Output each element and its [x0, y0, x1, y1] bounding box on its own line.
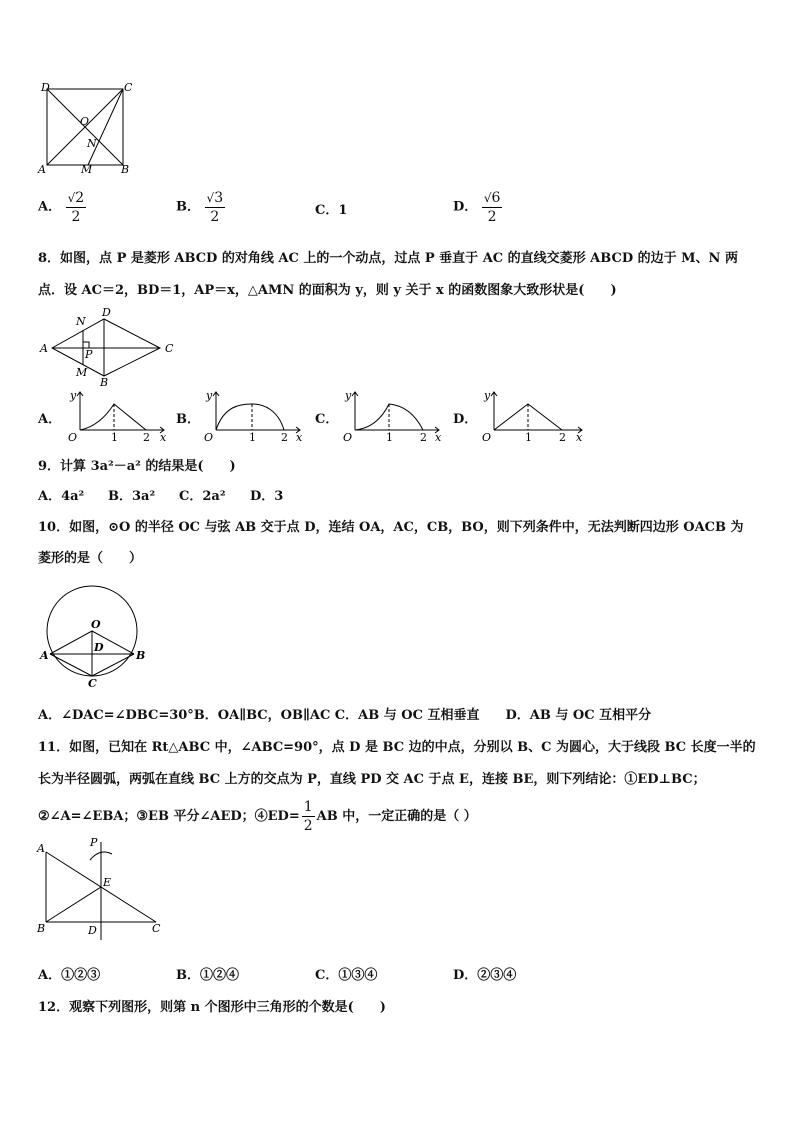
q11-fraction-num: 1 — [303, 799, 313, 815]
q8-graph-c-y-label: y — [345, 389, 352, 402]
q8-graph-d — [474, 388, 590, 446]
q7-square-figure — [36, 80, 136, 180]
q8-option-b[interactable]: B． — [176, 412, 200, 427]
q8-graph-d-y-label: y — [484, 389, 491, 402]
q10-label-d: D — [94, 641, 104, 654]
q10-label-o: O — [91, 618, 101, 631]
q7-option-b-radicand: 3 — [214, 190, 224, 206]
q10-stem-line1: 10．如图，⊙O 的半径 OC 与弦 AB 交于点 D，连结 OA，AC，CB，BO，则下列条件中，无法判断四边形 OACB 为 — [38, 520, 744, 535]
q8-graph-a-origin: O — [68, 431, 78, 444]
q8-rhombus-figure — [36, 306, 186, 390]
q8-graph-a-tick-2: 2 — [143, 431, 150, 444]
q11-label-d: D — [88, 924, 97, 937]
q8-graph-b-tick-2: 2 — [281, 431, 288, 444]
q9-option-c[interactable]: C．2a² — [179, 489, 226, 504]
q7-option-b-fraction: $\frac{√3}{2}$ — [206, 190, 224, 225]
q8-graph-d-origin: O — [482, 431, 492, 444]
q11-option-b[interactable]: B．①②④ — [176, 968, 239, 983]
q11-option-c[interactable]: C．①③④ — [315, 968, 378, 983]
q8-label-b: B — [100, 376, 109, 389]
q7-option-c-value: 1 — [338, 203, 348, 218]
q8-label-n: N — [76, 315, 86, 328]
q8-label-m: M — [76, 366, 88, 379]
q10-label-c: C — [88, 677, 97, 690]
q11-label-c: C — [152, 922, 161, 935]
q11-label-p: P — [90, 836, 98, 849]
q7-label-m: M — [81, 163, 93, 176]
q9-option-b[interactable]: B．3a² — [108, 489, 156, 504]
q7-option-c[interactable] — [315, 203, 347, 219]
q8-graph-b-tick-1: 1 — [249, 431, 256, 444]
q8-graph-a-y-label: y — [70, 389, 77, 402]
q11-label-a: A — [37, 842, 45, 855]
q8-graph-a — [60, 388, 172, 446]
q8-option-c[interactable]: C． — [315, 412, 339, 427]
q8-graph-b-x-label: x — [296, 431, 303, 444]
q8-graph-c-tick-2: 2 — [420, 431, 427, 444]
q7-option-a[interactable] — [38, 189, 86, 226]
q11-stem-line1: 11．如图，已知在 Rt△ABC 中，∠ABC=90°，点 D 是 BC 边的中点，分别以 B、C 为圆心，大于线段 BC 长度一半的 — [38, 740, 756, 755]
q7-label-n: N — [87, 137, 97, 150]
q7-option-b[interactable] — [176, 189, 225, 226]
q7-option-c-letter: C． — [315, 203, 339, 218]
q8-graph-c — [335, 388, 447, 446]
q8-label-a: A — [40, 342, 48, 355]
q8-option-a[interactable]: A． — [38, 412, 62, 427]
q9-option-d[interactable]: D．3 — [250, 489, 284, 504]
q8-graph-c-x-label: x — [435, 431, 442, 444]
q7-option-d-radicand: 6 — [491, 190, 501, 206]
q10-label-b: B — [136, 649, 146, 662]
q9-stem: 9．计算 3a²－a² 的结果是( ) — [38, 459, 236, 474]
q7-option-b-letter: B． — [176, 199, 200, 215]
q11-stem-line3-post: AB 中，一定正确的是（ ） — [316, 808, 477, 824]
q7-option-d-fraction: $\frac{√6}{2}$ — [483, 190, 501, 225]
q11-stem-line2: 长为半径圆弧，两弧在直线 BC 上方的交点为 P，直线 PD 交 AC 于点 E，连接 BE，则下列结论：①ED⊥BC； — [38, 772, 706, 787]
q7-option-a-letter: A． — [38, 199, 62, 215]
q8-graph-a-x-label: x — [160, 431, 167, 444]
q12-stem: 12．观察下列图形，则第 n 个图形中三角形的个数是( ) — [38, 1000, 386, 1015]
q11-option-a[interactable]: A．①②③ — [38, 968, 101, 983]
q8-graph-d-x-label: x — [576, 431, 583, 444]
q11-option-d[interactable]: D．②③④ — [453, 968, 517, 983]
q11-stem-line3 — [38, 798, 477, 835]
q11-fraction-den: 2 — [303, 818, 313, 834]
q8-stem-line1: 8．如图，点 P 是菱形 ABCD 的对角线 AC 上的一个动点，过点 P 垂直于 AC 的直线交菱形 ABCD 的边于 M、N 两 — [38, 251, 738, 266]
q11-label-b: B — [37, 922, 46, 935]
q8-stem-line2: 点．设 AC＝2，BD＝1，AP＝x，△AMN 的面积为 y，则 y 关于 x 的函数图象大致形状是( ) — [38, 283, 617, 298]
q7-label-c: C — [124, 81, 133, 94]
q8-label-p: P — [85, 348, 93, 361]
q8-graph-b — [196, 388, 308, 446]
q7-label-o: O — [80, 115, 90, 128]
q8-label-c: C — [165, 342, 174, 355]
q8-option-d[interactable]: D． — [453, 412, 478, 427]
q7-label-a: A — [38, 163, 46, 176]
q7-option-d-letter: D． — [453, 199, 478, 215]
q11-stem-line3-pre: ②∠A=∠EBA；③EB 平分∠AED；④ED= — [38, 808, 300, 824]
q11-half-fraction — [302, 798, 315, 835]
q11-triangle-figure — [36, 834, 168, 942]
q7-option-a-radicand: 2 — [75, 190, 85, 206]
q8-label-d: D — [102, 306, 111, 319]
q8-graph-d-tick-2: 2 — [559, 431, 566, 444]
q8-graph-d-tick-1: 1 — [525, 431, 532, 444]
q7-label-b: B — [121, 163, 130, 176]
q7-option-a-den: 2 — [71, 209, 81, 225]
q8-graph-c-tick-1: 1 — [386, 431, 393, 444]
q7-option-a-fraction: $\frac{√2}{2}$ — [67, 190, 85, 225]
q8-graph-c-origin: O — [343, 431, 353, 444]
q9-option-a[interactable]: A．4a² — [38, 489, 85, 504]
q10-circle-figure — [36, 580, 148, 692]
q8-graph-b-origin: O — [204, 431, 214, 444]
q8-graph-a-tick-1: 1 — [111, 431, 118, 444]
q10-stem-line2: 菱形的是（ ） — [38, 551, 143, 566]
q10-label-a: A — [40, 649, 49, 662]
q7-option-d[interactable] — [453, 189, 502, 226]
q7-option-b-den: 2 — [210, 209, 220, 225]
q7-label-d: D — [41, 81, 50, 94]
q7-option-d-den: 2 — [487, 209, 497, 225]
q8-graph-b-y-label: y — [206, 389, 213, 402]
q11-label-e: E — [103, 876, 112, 889]
q10-options[interactable]: A．∠DAC=∠DBC=30°B．OA∥BC，OB∥AC C．AB 与 OC 互相垂直 D．AB 与 OC 互相平分 — [38, 708, 652, 723]
